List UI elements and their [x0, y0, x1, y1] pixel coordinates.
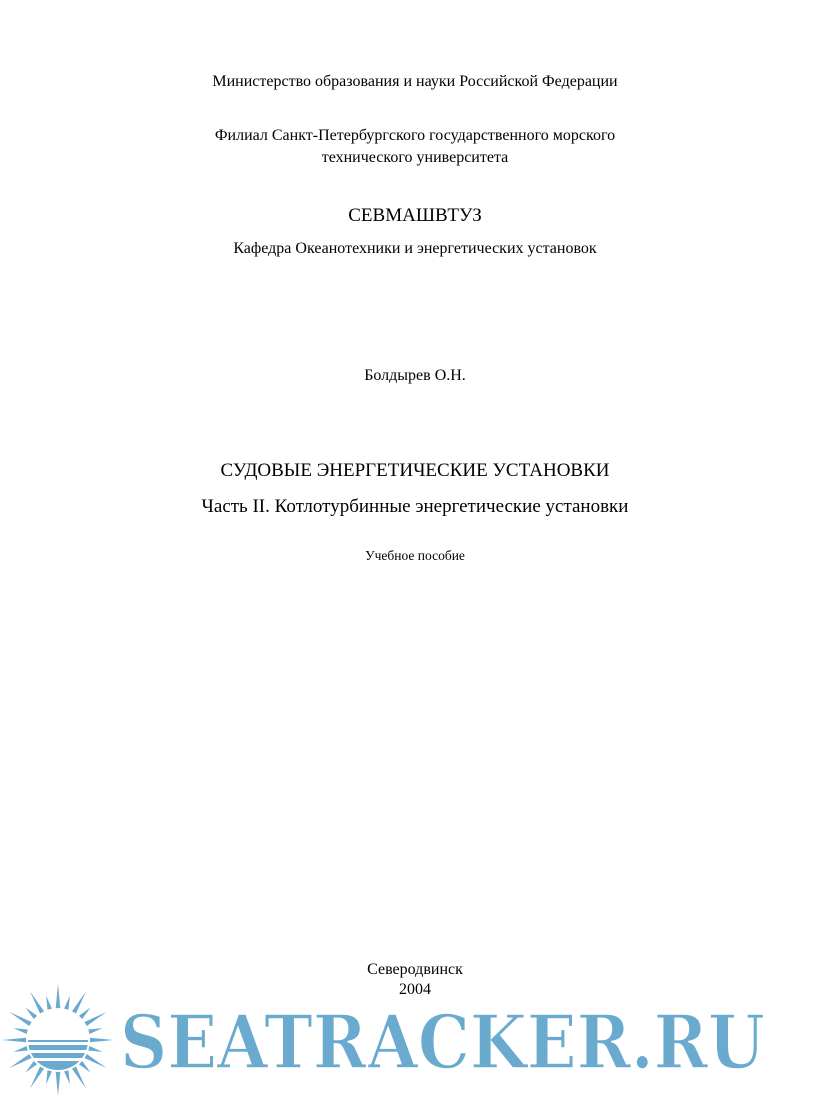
sun-ray	[25, 1007, 37, 1019]
sun-ray	[25, 1061, 37, 1073]
sun-ray	[46, 1070, 52, 1084]
branch-line-1: Филиал Санкт-Петербургского государственного морского	[214, 127, 616, 144]
sun-ray	[84, 1054, 106, 1068]
sun-ray	[64, 1070, 70, 1084]
seatracker-watermark	[0, 980, 775, 1095]
book-subtitle: Часть II. Котлотурбинные энергетические установки	[201, 496, 629, 517]
sun-ray	[79, 1007, 91, 1019]
sun-ray	[64, 996, 70, 1010]
sun-ray	[14, 1028, 28, 1034]
ministry-line: Министерство образования и науки Российской Федерации	[212, 73, 618, 90]
branch-line-2: технического университета	[321, 149, 509, 166]
sun-ray	[56, 1072, 61, 1095]
sun-ray	[79, 1061, 91, 1073]
sun-ray	[72, 992, 86, 1014]
sun-ray	[2, 1038, 26, 1043]
sun-ray	[46, 996, 52, 1010]
sun-ray	[84, 1012, 106, 1026]
department-name: Кафедра Океанотехники и энергетических установок	[233, 240, 597, 257]
book-title: СУДОВЫЕ ЭНЕРГЕТИЧЕСКИЕ УСТАНОВКИ	[220, 460, 610, 481]
sun-ray	[88, 1028, 102, 1034]
city: Северодвинск	[367, 961, 463, 978]
author-name: Болдырев О.Н.	[364, 367, 466, 384]
sun-ray	[10, 1012, 32, 1026]
sun-ray	[88, 1046, 102, 1052]
sun-ray	[90, 1038, 114, 1043]
year: 2004	[399, 981, 431, 998]
sun-icon	[2, 984, 114, 1095]
watermark-text: SEATRACKER.RU	[120, 1000, 765, 1086]
sun-ray	[30, 992, 44, 1014]
sun-ray	[56, 984, 61, 1008]
sun-ray	[30, 1066, 44, 1088]
sun-ray	[72, 1066, 86, 1088]
sun-ray	[10, 1054, 32, 1068]
book-type: Учебное пособие	[365, 548, 465, 563]
sun-ray	[14, 1046, 28, 1052]
institute-name: СЕВМАШВТУЗ	[348, 205, 482, 226]
